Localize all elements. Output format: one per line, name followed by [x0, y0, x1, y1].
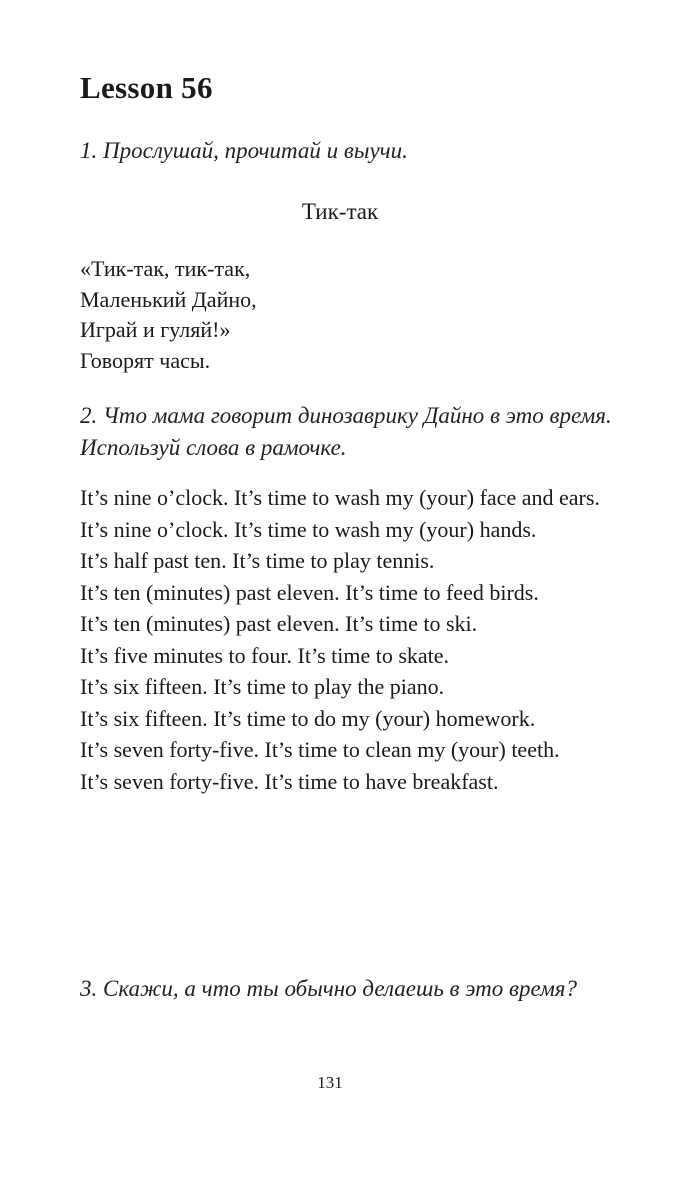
exercise-sentence: It’s six fifteen. It’s time to do my (your) homework.: [80, 705, 536, 731]
exercise-sentence: It’s ten (minutes) past eleven. It’s time to ski.: [80, 611, 478, 636]
task-1-instruction: 1. Прослушай, прочитай и выучи.: [80, 138, 408, 163]
exercise-sentence: It’s six fifteen. It’s time to play the piano.: [80, 674, 445, 699]
poem: [80, 254, 257, 376]
exercise-sentence: It’s half past ten. It’s time to play tennis.: [80, 548, 435, 573]
exercise-sentence: It’s ten (minutes) past eleven. It’s time to feed birds.: [80, 579, 539, 605]
exercise-sentence: It’s seven forty-five. It’s time to have breakfast.: [80, 768, 499, 794]
exercise-sentence: It’s five minutes to four. It’s time to skate.: [80, 642, 450, 668]
task-2-instruction: 2. Что мама говорит динозаврику Дайно в это время. Используй слова в рамочке.: [80, 403, 612, 460]
exercise-sentence: It’s nine o’clock. It’s time to wash my (your) face and ears.: [80, 485, 600, 510]
poem-line: Говорят часы.: [80, 347, 211, 373]
exercise-sentence: It’s nine o’clock. It’s time to wash my (your) hands.: [80, 516, 537, 542]
poem-title: Тик-так: [301, 199, 379, 224]
lesson-title: Lesson 56: [80, 70, 213, 105]
poem-line: Маленький Дайно,: [80, 286, 257, 312]
exercise-sentence: It’s seven forty-five. It’s time to clean my (your) teeth.: [80, 737, 560, 762]
poem-line: «Тик-так, тик-так,: [80, 256, 251, 281]
exercise-sentences: [42, 482, 634, 797]
poem-line: Играй и гуляй!»: [80, 317, 231, 342]
page-number: 131: [317, 1073, 343, 1092]
task-3-instruction: 3. Скажи, а что ты обычно делаешь в это время?: [80, 976, 577, 1001]
